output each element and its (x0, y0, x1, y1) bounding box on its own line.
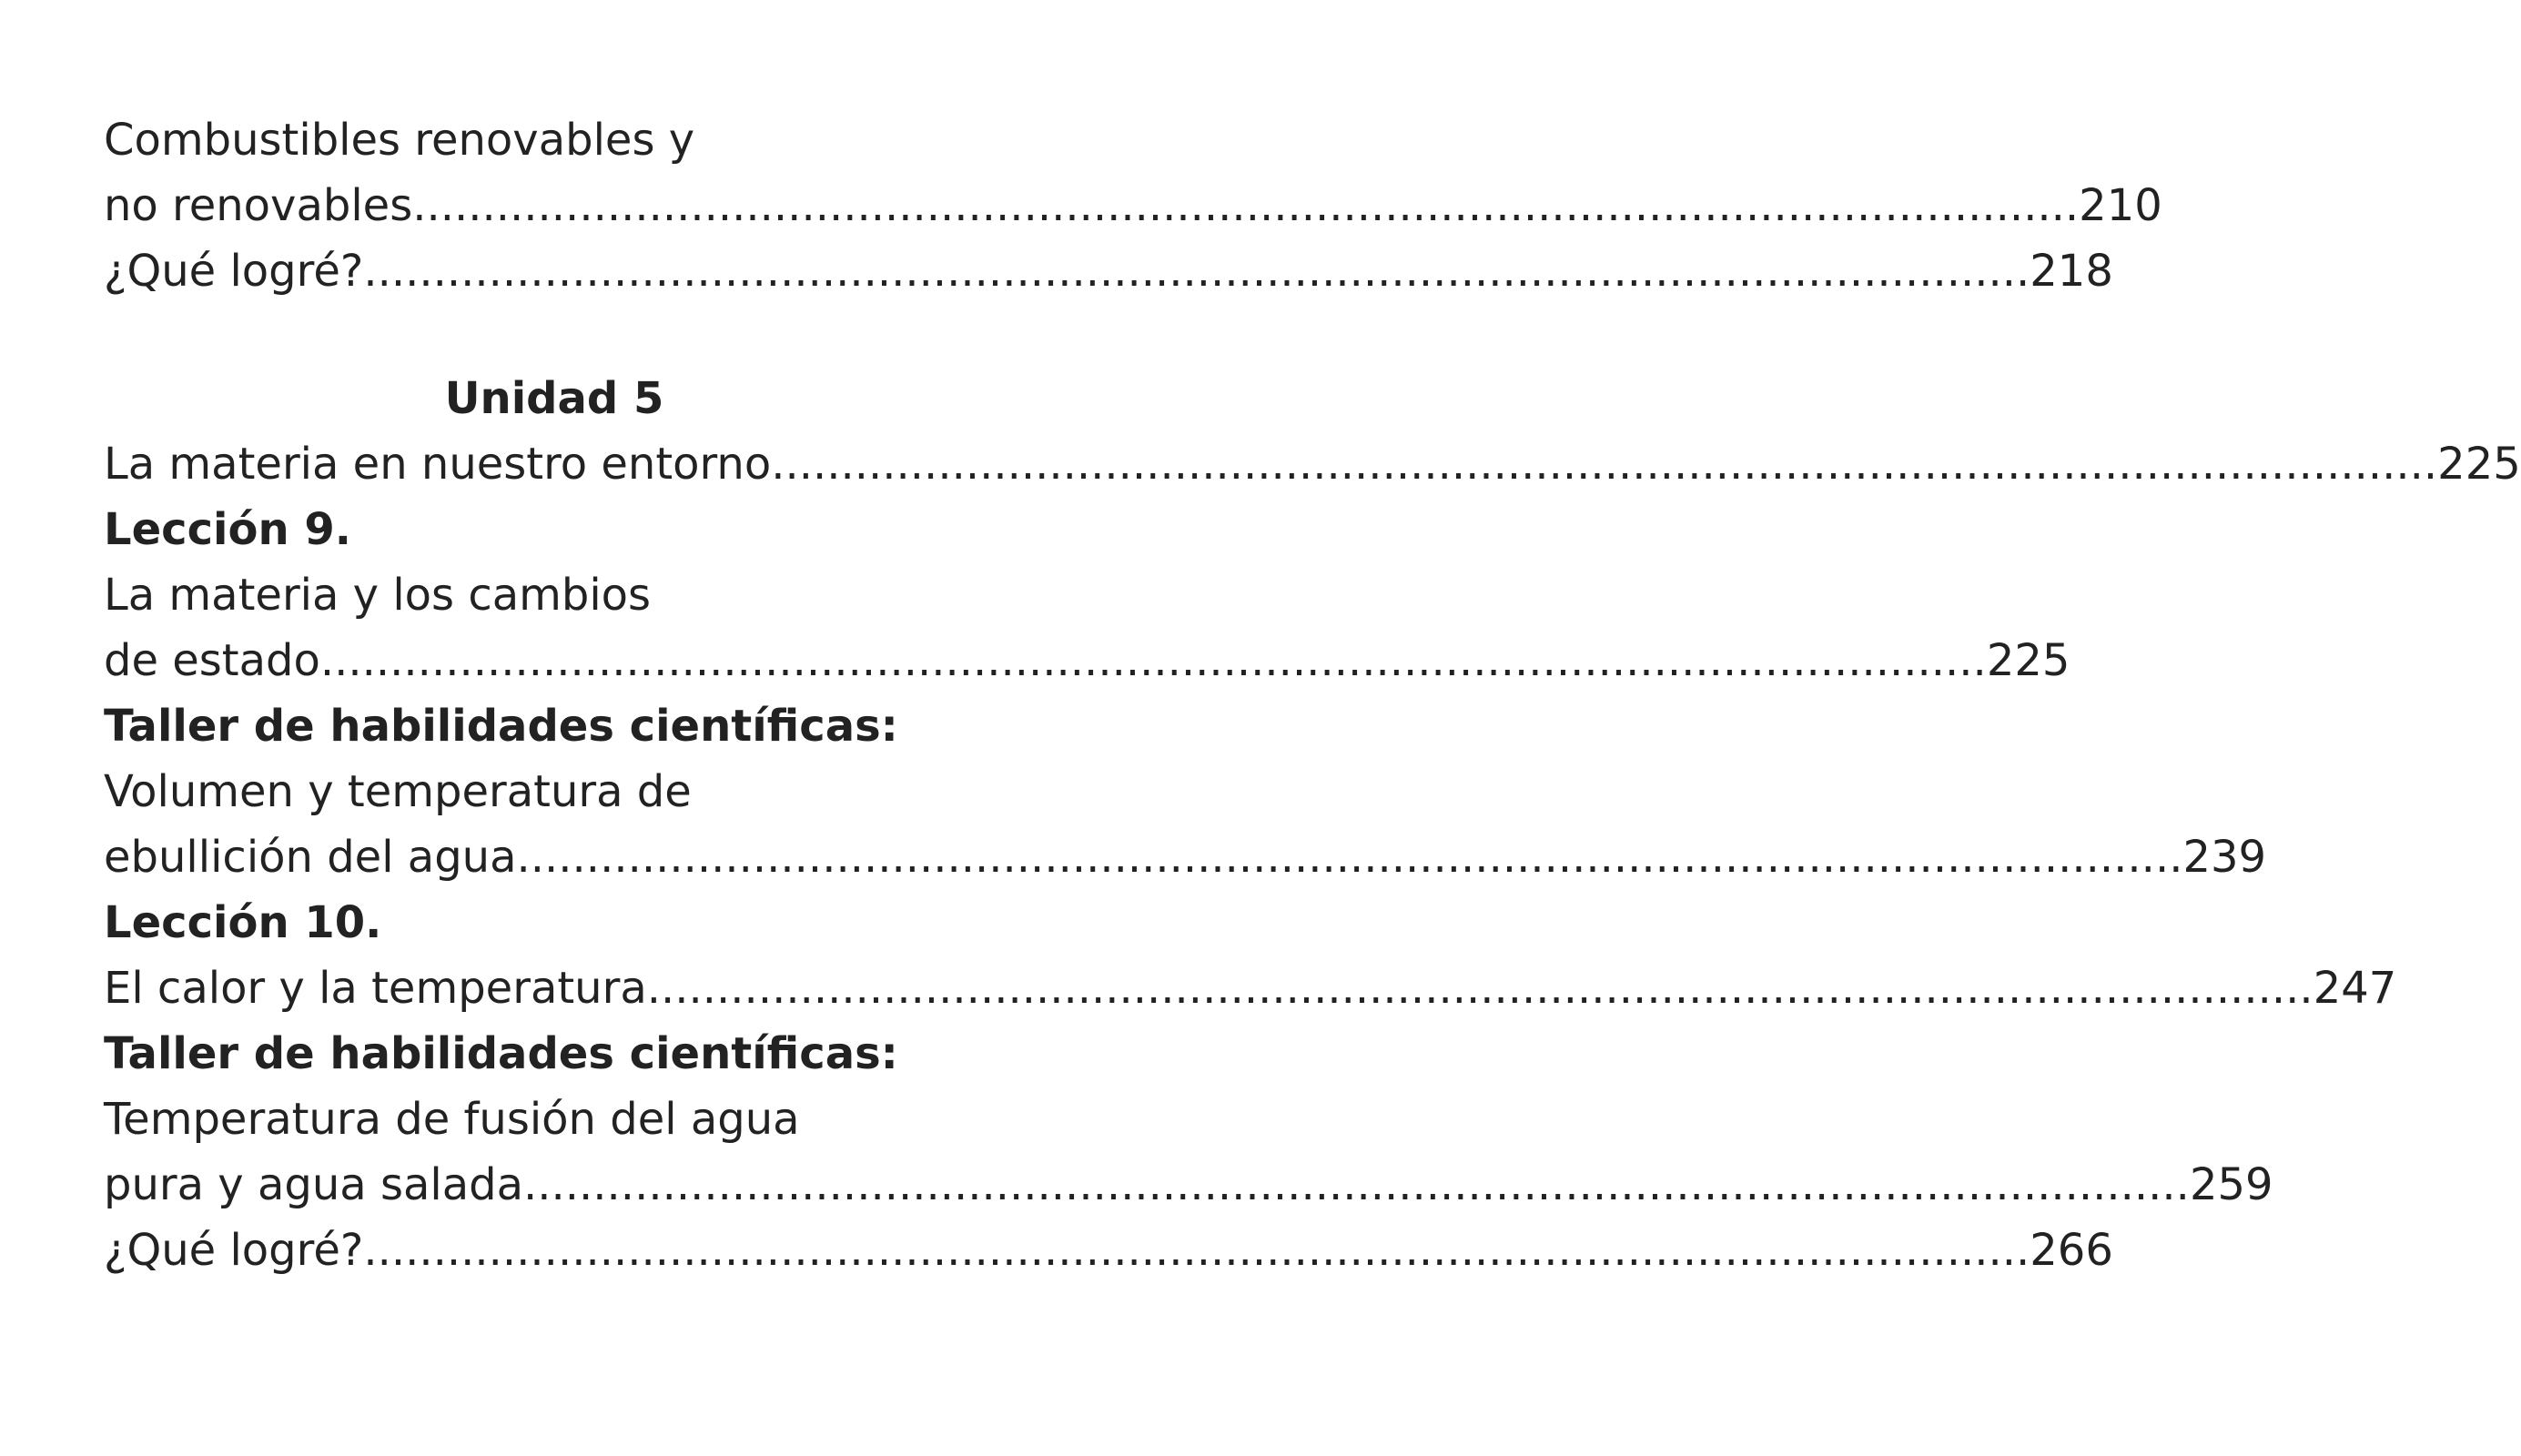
dot-leader: ........................................................................................................................ (771, 439, 2438, 490)
toc-entry-text: ¿Qué logré? (104, 246, 364, 297)
toc-entry-text: El calor y la temperatura (104, 963, 647, 1014)
toc-entry[interactable] (104, 1152, 2273, 1218)
page-number: 239 (2182, 832, 2267, 883)
toc-entry-text: de estado (104, 635, 320, 686)
dot-leader: ........................................................................................................................ (412, 180, 2080, 231)
workshop-heading: Taller de habilidades científicas: (104, 1028, 898, 1079)
dot-leader: ........................................................................................................................ (363, 1225, 2030, 1276)
unit-heading: Unidad 5 (444, 373, 664, 424)
dot-leader: ........................................................................................................................ (363, 246, 2030, 297)
toc-entry[interactable] (104, 956, 2397, 1021)
toc-entry[interactable] (104, 173, 2162, 238)
lesson-heading: Lección 9. (104, 504, 351, 555)
page-number: 210 (2079, 180, 2162, 231)
page-number: 218 (2030, 246, 2113, 297)
toc-entry-text: Temperatura de fusión del agua (104, 1094, 800, 1145)
page-number: 225 (2437, 439, 2521, 490)
page-number: 225 (1986, 635, 2070, 686)
dot-leader: ........................................................................................................................ (523, 1159, 2190, 1210)
toc-entry[interactable] (104, 431, 2521, 497)
toc-entry[interactable] (104, 628, 2070, 693)
page-number: 259 (2189, 1159, 2273, 1210)
toc-entry[interactable] (104, 1218, 2113, 1283)
dot-leader: ........................................................................................................................ (646, 963, 2313, 1014)
page-number: 266 (2030, 1225, 2113, 1276)
dot-leader: ........................................................................................................................ (319, 635, 1987, 686)
toc-entry-text: Combustibles renovables y (104, 115, 695, 166)
lesson-heading: Lección 10. (104, 897, 382, 948)
toc-entry-text: ¿Qué logré? (104, 1225, 364, 1276)
toc-entry[interactable] (104, 824, 2267, 890)
dot-leader: ........................................................................................................................ (516, 832, 2183, 883)
toc-entry[interactable] (104, 238, 2113, 304)
toc-entry-text: La materia en nuestro entorno (104, 439, 772, 490)
toc-entry-text: pura y agua salada (104, 1159, 523, 1210)
workshop-heading: Taller de habilidades científicas: (104, 701, 898, 752)
toc-entry-text: Volumen y temperatura de (104, 766, 692, 817)
table-of-contents (104, 107, 2521, 1283)
toc-entry-text: no renovables (104, 180, 413, 231)
page-number: 247 (2313, 963, 2397, 1014)
section-spacer (104, 304, 1005, 366)
toc-entry-text: La materia y los cambios (104, 570, 652, 621)
toc-entry-text: ebullición del agua (104, 832, 517, 883)
